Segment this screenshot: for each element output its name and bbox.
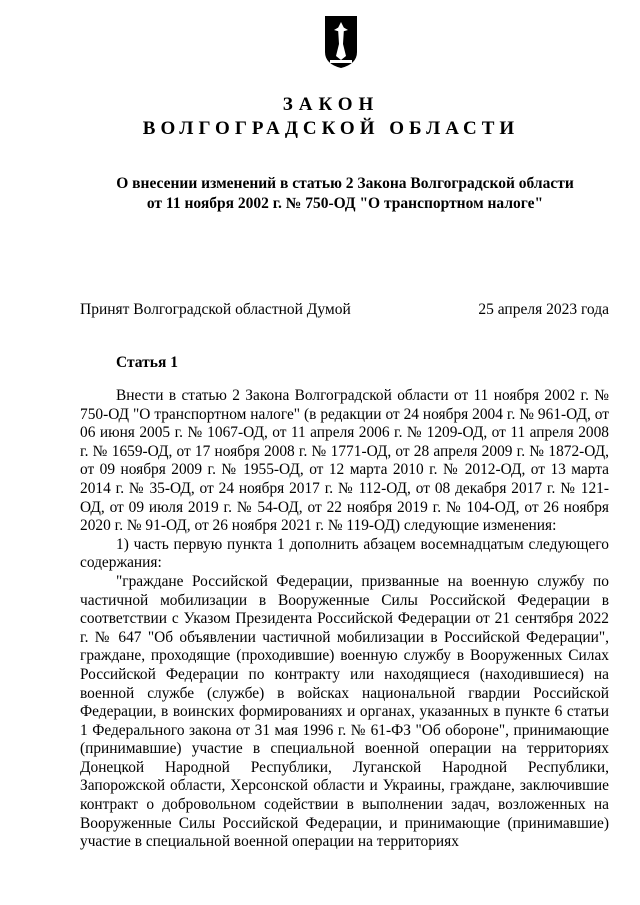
article-body: [80, 387, 609, 852]
article-heading: Статья 1: [116, 354, 178, 371]
law-title: ЗАКОН: [282, 94, 380, 115]
adopted-by: Принят Волгоградской областной Думой: [80, 301, 351, 318]
adoption-date: 25 апреля 2023 года: [478, 301, 609, 318]
coat-of-arms-icon: [322, 14, 360, 70]
subject-line-2: от 11 ноября 2002 г. № 750-ОД "О транспортном налоге": [146, 195, 544, 212]
subject-line-1: О внесении изменений в статью 2 Закона Волгоградской области: [116, 175, 574, 192]
law-subject: [80, 174, 610, 214]
paragraph: Внести в статью 2 Закона Волгоградской области от 11 ноября 2002 г. № 750-ОД "О транспортном налоге" (в редакции от 24 ноября 2004 г. № 961-ОД, от 06 июня 2005 г. № 1067-ОД, от 11 апреля 2006 г. № 1209-ОД, от 11 апреля 2008 г. № 1659-ОД, от 17 ноября 2008 г. № 1771-ОД, от 28 апреля 2009 г. № 1872-ОД, от 09 ноября 2009 г. № 1955-ОД, от 12 марта 2010 г. № 2012-ОД, от 13 марта 2014 г. № 35-ОД, от 24 ноября 2017 г. № 112-ОД, от 08 декабря 2017 г. № 121-ОД, от 09 июля 2019 г. № 54-ОД, от 22 ноября 2019 г. № 104-ОД, от 26 ноября 2020 г. № 91-ОД, от 26 ноября 2021 г. № 119-ОД) следующие изменения:: [80, 387, 609, 535]
region-title: ВОЛГОГРАДСКОЙ ОБЛАСТИ: [142, 118, 520, 139]
paragraph: "граждане Российской Федерации, призванные на военную службу по частичной мобилизации в Вооруженные Силы Российской Федерации в соответствии с Указом Президента Российской Федерации от 21 сентября 2022 г. № 647 "Об объявлении частичной мобилизации в Российской Федерации", граждане, проходящие (проходившие) военную службу в Вооруженных Силах Российской Федерации по контракту или находящиеся (находившиеся) на военной службе (службе) в войсках национальной гвардии Российской Федерации, в воинских формированиях и органах, указанных в пункте 6 статьи 1 Федерального закона от 31 мая 1996 г. № 61-ФЗ "Об обороне", принимающие (принимавшие) участие в специальной военной операции на территориях Донецкой Народной Республики, Луганской Народной Республики, Запорожской области, Херсонской области и Украины, граждане, заключившие контракт о добровольном содействии в выполнении задач, возложенных на Вооруженные Силы Российской Федерации, и принимающие (принимавшие) участие в специальной военной операции на территориях: [80, 572, 609, 851]
paragraph: 1) часть первую пункта 1 дополнить абзацем восемнадцатым следующего содержания:: [80, 535, 609, 572]
